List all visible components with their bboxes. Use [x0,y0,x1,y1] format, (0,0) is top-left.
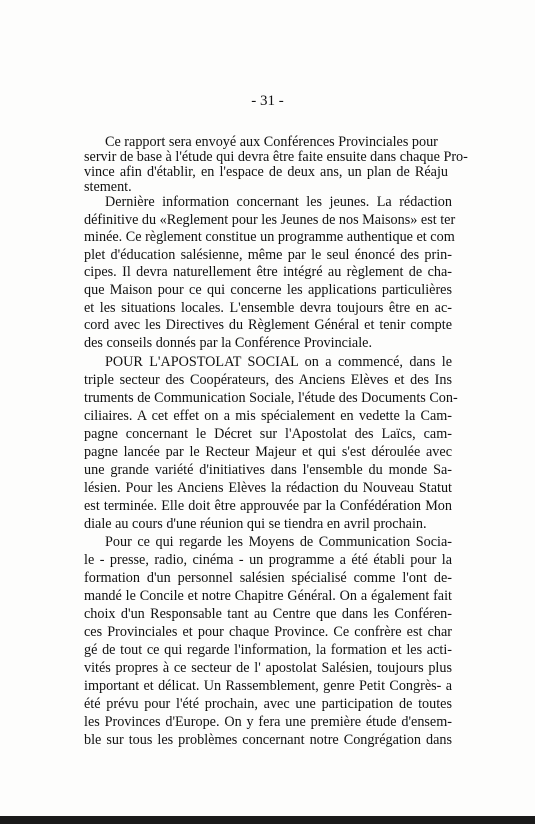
text-line: Ce rapport sera envoyé aux Conférences Provinciales pour [105,134,438,150]
text-line: définitive du «Reglement pour les Jeunes de nos Maisons» est ter [84,212,456,228]
text-line: lésien. Pour les Anciens Elèves la rédaction du Nouveau Statut [84,480,452,496]
text-line: ces Provinciales et pour chaque Province. Ce confrère est char [84,624,452,640]
text-line: les Provinces d'Europe. On y fera une première étude d'ensem- [84,714,452,730]
text-line: Pour ce qui regarde les Moyens de Communication Socia- [105,534,452,550]
text-line: pagne lancée par le Recteur Majeur et qui s'est déroulée avec [84,444,452,460]
text-line: stement. [84,179,132,195]
text-line: le - presse, radio, cinéma - un programme a été établi pour la [84,552,452,568]
text-line: plet d'éducation salésienne, même par le seul énoncé des prin- [84,247,452,263]
text-line: important et délicat. Un Rassemblement, genre Petit Congrès- a [84,678,452,694]
page-number: - 31 - [251,93,284,109]
text-line: cord avec les Directives du Règlement Général et tenir compte [84,317,452,333]
text-line: Dernière information concernant les jeunes. La rédaction [105,194,452,210]
text-line: vince afin d'établir, en l'espace de deux ans, un plan de Réaju [84,164,448,180]
text-line: cipes. Il devra naturellement être intégré au règlement de cha- [84,264,452,280]
text-line: mandé le Concile et notre Chapitre Général. On a également fait [84,588,452,604]
text-line: été prévu pour l'été prochain, avec une participation de toutes [84,696,452,712]
scan-bottom-edge [0,816,535,824]
text-line: des conseils donnés par la Conférence Provinciale. [84,335,372,351]
text-line: pagne concernant le Décret sur l'Apostolat des Laïcs, cam- [84,426,452,442]
text-line: vités propres à ce secteur de l' apostolat Salésien, toujours plus [84,660,452,676]
text-line: servir de base à l'étude qui devra être faite ensuite dans chaque Pro- [84,149,468,165]
text-line: gé de tout ce qui regarde l'information, la formation et les acti- [84,642,452,658]
text-line: ciliaires. A cet effet on a mis spécialement en vedette la Cam- [84,408,452,424]
text-line: truments de Communication Sociale, l'étude des Documents Con- [84,390,458,406]
text-line: POUR L'APOSTOLAT SOCIAL on a commencé, dans le [105,354,452,370]
text-line: que Maison pour ce qui concerne les applications particulières [84,282,452,298]
text-line: une grande variété d'initiatives dans l'ensemble du monde Sa- [84,462,452,478]
text-line: minée. Ce règlement constitue un programme authentique et com [84,229,455,245]
text-line: diale au cours d'une réunion qui se tiendra en avril prochain. [84,516,427,532]
text-line: ble sur tous les problèmes concernant notre Congrégation dans [84,732,452,748]
text-line: formation d'un personnel salésien spécialisé comme l'ont de- [84,570,452,586]
text-line: est terminée. Elle doit être approuvée par la Confédération Mon [84,498,452,514]
text-line: et les situations locales. L'ensemble devra toujours être en ac- [84,300,452,316]
text-line: triple secteur des Coopérateurs, des Anciens Elèves et des Ins [84,372,452,388]
text-line: choix d'un Responsable tant au Centre que dans les Conféren- [84,606,452,622]
